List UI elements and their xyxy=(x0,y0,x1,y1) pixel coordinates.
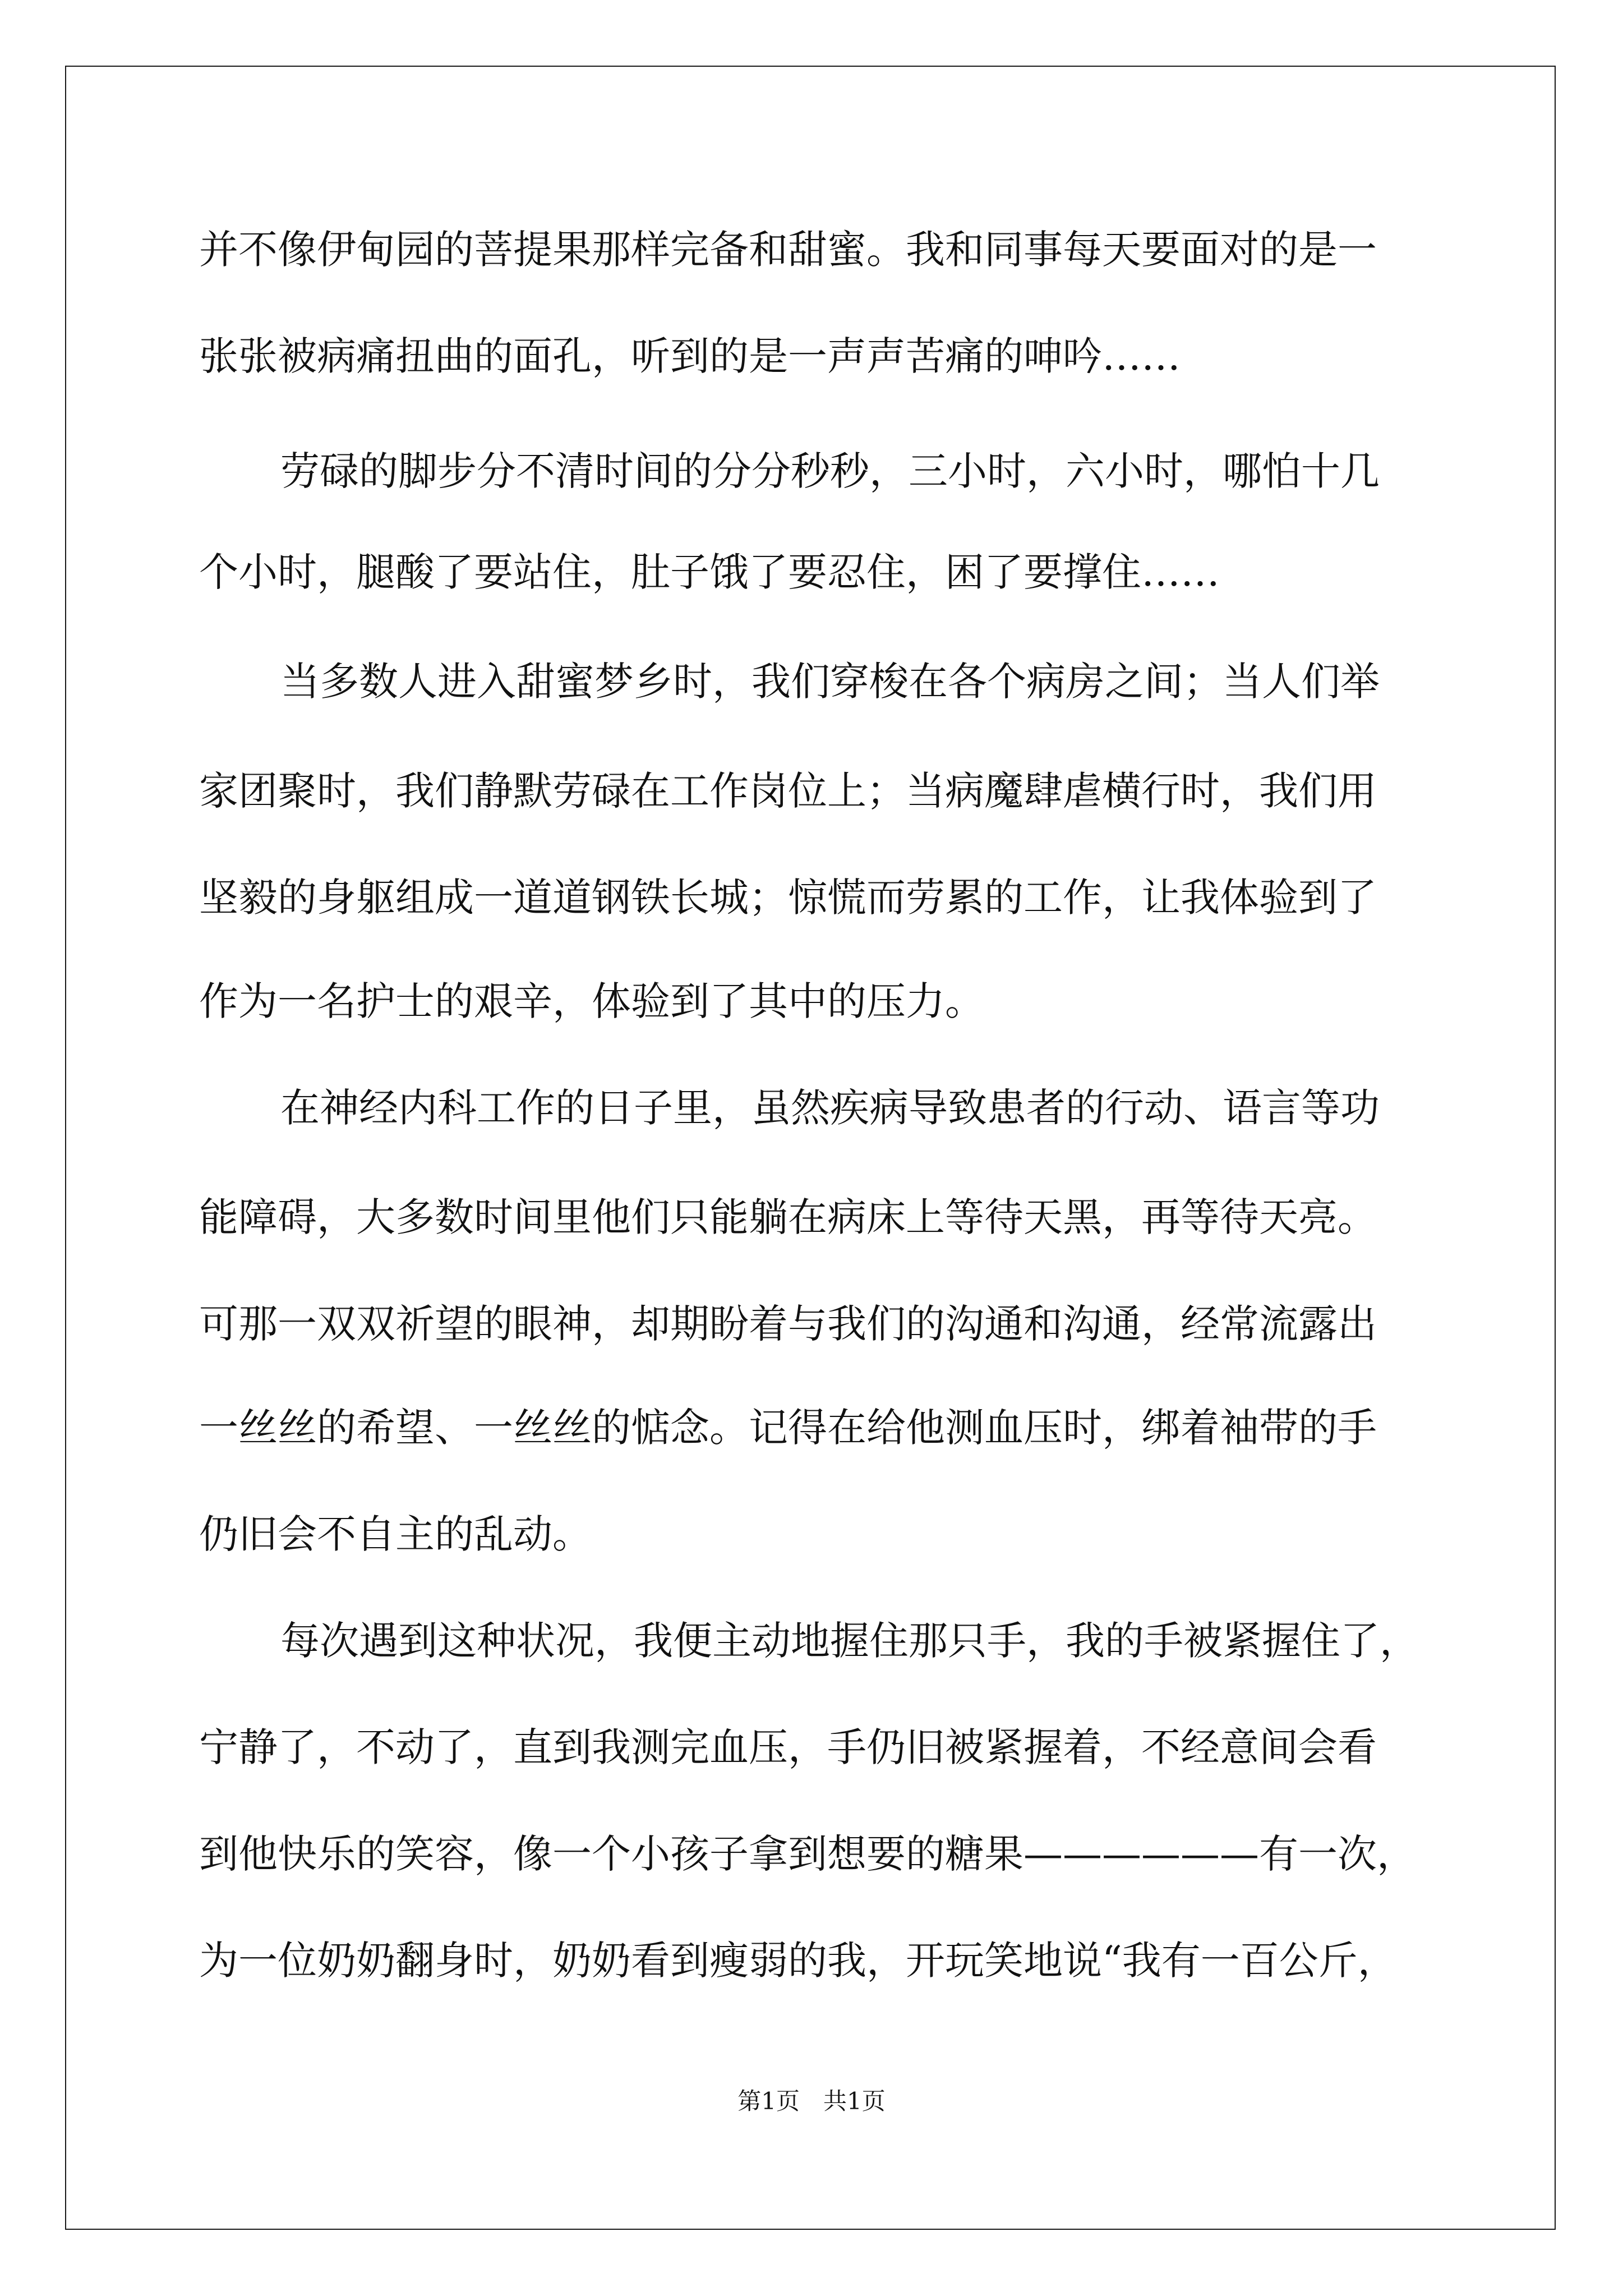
page-footer: 第1页 共1页 xyxy=(737,2087,886,2115)
text-line: 张张被病痛扭曲的面孔，听到的是一声声苦痛的呻吟…… xyxy=(199,333,1181,379)
paragraph-start-line: 在神经内科工作的日子里，虽然疾病导致患者的行动、语言等功 xyxy=(280,1085,1380,1131)
text-line: 到他快乐的笑容，像一个小孩子拿到想要的糖果——————有一次， xyxy=(199,1831,1416,1877)
paragraph-start-line: 当多数人进入甜蜜梦乡时，我们穿梭在各个病房之间；当人们举 xyxy=(280,659,1380,705)
paragraph-start-line: 劳碌的脚步分不清时间的分分秒秒，三小时，六小时，哪怕十几 xyxy=(280,448,1380,494)
text-line: 坚毅的身躯组成一道道钢铁长城；惊慌而劳累的工作，让我体验到了 xyxy=(199,875,1377,921)
paragraph-start-line: 每次遇到这种状况，我便主动地握住那只手，我的手被紧握住了， xyxy=(280,1618,1419,1664)
text-line: 能障碍，大多数时间里他们只能躺在病床上等待天黑，再等待天亮。 xyxy=(199,1194,1377,1240)
text-line: 作为一名护士的艰辛，体验到了其中的压力。 xyxy=(199,978,984,1024)
page-border xyxy=(65,66,1556,2230)
text-line: 为一位奶奶翻身时，奶奶看到瘦弱的我，开玩笑地说“我有一百公斤， xyxy=(199,1938,1397,1984)
text-line: 家团聚时，我们静默劳碌在工作岗位上；当病魔肆虐横行时，我们用 xyxy=(199,768,1377,814)
text-line: 个小时，腿酸了要站住，肚子饿了要忍住，困了要撑住…… xyxy=(199,549,1220,595)
text-line: 可那一双双祈望的眼神，却期盼着与我们的沟通和沟通，经常流露出 xyxy=(199,1301,1377,1347)
text-line: 仍旧会不自主的乱动。 xyxy=(199,1511,592,1557)
text-line: 一丝丝的希望、一丝丝的惦念。记得在给他测血压时，绑着袖带的手 xyxy=(199,1405,1377,1451)
text-line: 并不像伊甸园的菩提果那样完备和甜蜜。我和同事每天要面对的是一 xyxy=(199,227,1377,273)
text-line: 宁静了，不动了，直到我测完血压，手仍旧被紧握着，不经意间会看 xyxy=(199,1724,1377,1770)
